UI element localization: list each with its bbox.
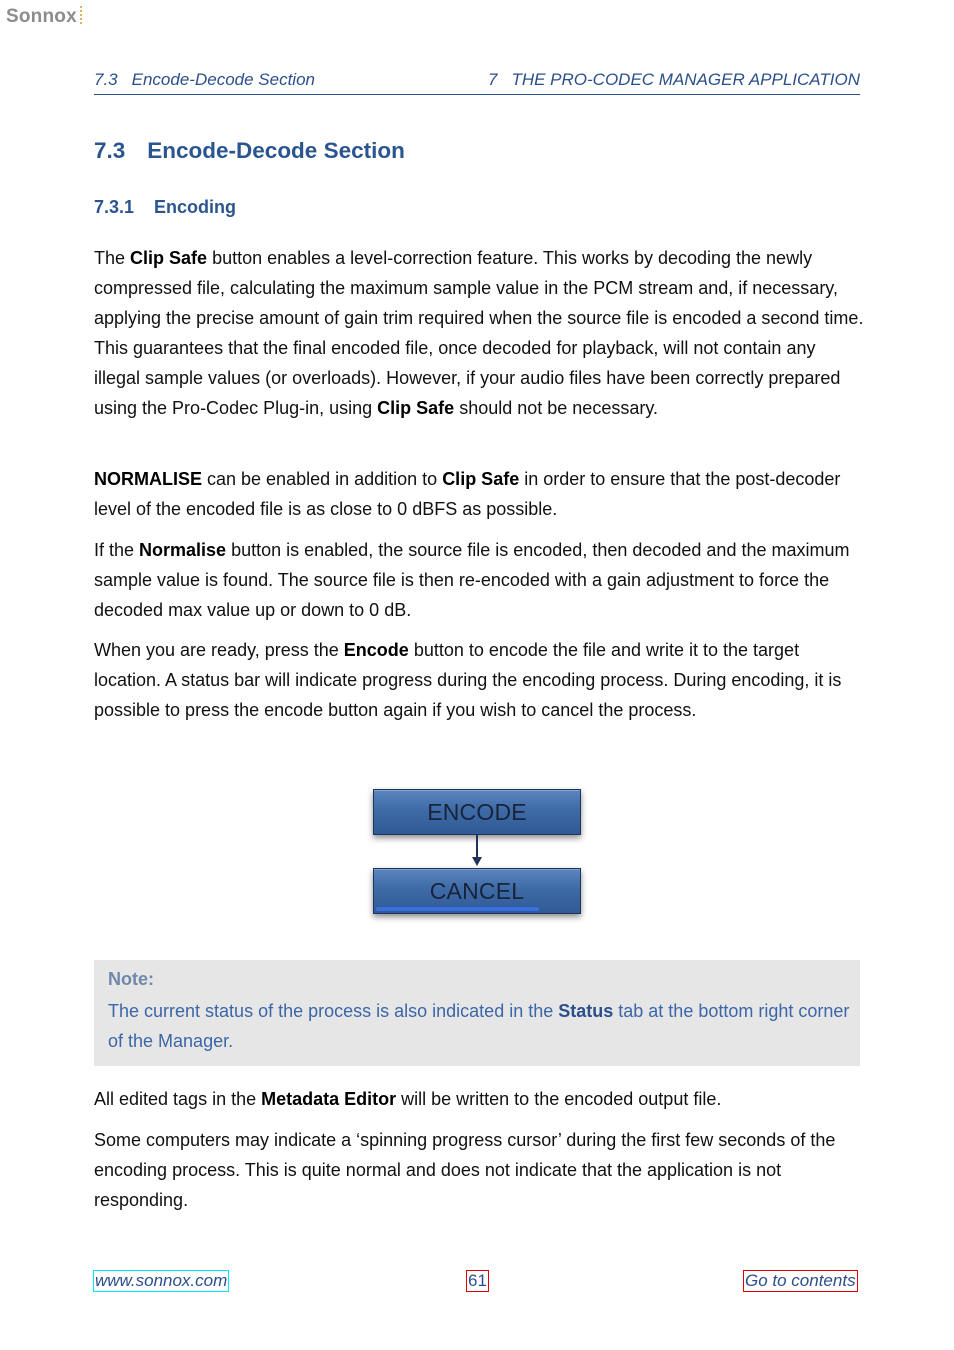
paragraph-normalise [94, 464, 864, 524]
header-left-number: 7.3 [94, 70, 118, 89]
paragraph-clip-safe [94, 243, 864, 423]
note-title: Note: [108, 969, 154, 989]
go-to-contents-link[interactable]: Go to contents [745, 1271, 856, 1290]
cancel-button[interactable] [373, 868, 581, 914]
text: will be written to the encoded output file. [396, 1089, 722, 1109]
header-right-number: 7 [487, 70, 498, 89]
cancel-button-label: CANCEL [429, 878, 525, 904]
running-header [94, 70, 860, 95]
bold-term: Normalise [139, 540, 227, 560]
bold-term: Encode [343, 640, 409, 660]
bold-term: Clip Safe [442, 469, 520, 489]
running-header-right [488, 70, 860, 90]
encode-progress-bar [376, 907, 539, 911]
arrow-head-icon [472, 857, 482, 866]
header-right-title: THE PRO-CODEC MANAGER APPLICATION [511, 70, 860, 89]
paragraph-encode [94, 635, 864, 725]
subsection-number: 7.3.1 [94, 197, 135, 217]
section-number: 7.3 [94, 138, 126, 163]
running-header-left [94, 70, 315, 90]
encode-button[interactable]: ENCODE [373, 789, 581, 835]
text: The [94, 248, 131, 268]
bold-term: Clip Safe [130, 248, 208, 268]
section-title: Encode-Decode Section [147, 138, 405, 163]
paragraph-metadata [94, 1084, 864, 1114]
text: If the [94, 540, 140, 560]
text: button is enabled, the source file is encoded, then decoded and the maximum sample value is found. The source file is then re-encoded with a gain adjustment to force the decoded max value up or down to 0 dB. [94, 540, 850, 620]
website-link[interactable]: www.sonnox.com [95, 1271, 228, 1290]
text: tab at the bottom right corner of the Manager. [108, 1001, 850, 1051]
text: When you are ready, press the [94, 640, 344, 660]
bold-term: Metadata Editor [261, 1089, 397, 1109]
section-heading [94, 138, 405, 164]
arrow-down-icon [476, 835, 478, 859]
text: All edited tags in the [94, 1089, 262, 1109]
bold-term: Status [558, 1001, 614, 1021]
subsection-heading [94, 197, 236, 218]
page-number[interactable]: 61 [468, 1271, 487, 1290]
subsection-title: Encoding [154, 197, 237, 217]
note-text [108, 996, 853, 1056]
text: button enables a level-correction feature. This works by decoding the newly compressed file, calculating the maximum sample value in the PCM stream and, if necessary, applying the precise amount of gain trim required when the source file is encoded a second time. This guarantees that the final encoded file, once decoded for playback, will not contain any illegal sample values (or overloads). However, if your audio files have been correctly prepared using the Pro-Codec Plug-in, using [94, 248, 864, 418]
bold-term: NORMALISE [94, 469, 202, 489]
logo-text: Sonnox [6, 6, 77, 27]
text: The current status of the process is also indicated in the [108, 1001, 559, 1021]
logo-dots-icon [80, 6, 82, 24]
header-left-title: Encode-Decode Section [131, 70, 315, 89]
text: should not be necessary. [454, 398, 658, 418]
paragraph-normalise-detail [94, 535, 864, 625]
text: in order to ensure that the post-decoder level of the encoded file is as close to 0 dBFS as possible. [94, 469, 841, 519]
bold-term: Clip Safe [377, 398, 455, 418]
text: button to encode the file and write it to the target location. A status bar will indicate progress during the encoding process. During encoding, it is possible to press the encode button again if you wish to cancel the process. [94, 640, 842, 720]
encode-cancel-figure [373, 789, 581, 915]
note-box [94, 960, 860, 1066]
text: Some computers may indicate a ‘spinning progress cursor’ during the first few seconds of the encoding process. This is quite normal and does not indicate that the application is not responding. [94, 1130, 836, 1210]
paragraph-spinning-cursor [94, 1125, 864, 1215]
sonnox-logo [6, 6, 82, 28]
text: can be enabled in addition to [202, 469, 443, 489]
